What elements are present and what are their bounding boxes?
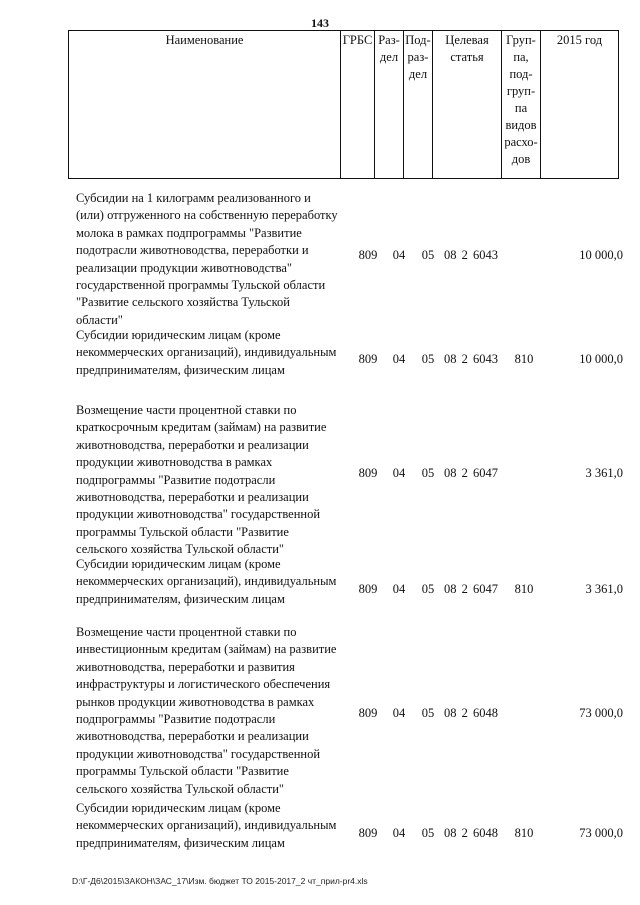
row-sum: 3 361,0 [585, 582, 623, 596]
row-sum: 10 000,0 [579, 248, 623, 262]
row-grbs: 809 [358, 826, 378, 840]
row-podrazdel: 05 [421, 826, 435, 840]
row-target: 08 2 6048 [444, 706, 498, 720]
row-sum: 10 000,0 [579, 352, 623, 366]
footer-file-path: D:\Г-Д6\2015\ЗАКОН\ЗАС_17\Изм. бюджет ТО 2015-2017_2 чт_прил-pr4.xls [72, 876, 368, 886]
row-name: Возмещение части процентной ставки по инвестиционным кредитам (займам) на развитие животноводства, переработки и развития инфраструктуры и логистического обеспечения рынков продукции животноводства в рамках подпрограммы "Развитие подотрасли животноводства, переработки и реализации продукции животноводства" государственной программы Тульской области "Развитие сельского хозяйства Тульской области" [76, 625, 337, 796]
header-year: 2015 год [541, 31, 619, 179]
row-name: Субсидии юридическим лицам (кроме некоммерческих организаций), индивидуальным предпринимателям, физическим лицам [76, 328, 337, 377]
row-grbs: 809 [358, 248, 378, 262]
row-razdel: 04 [392, 466, 406, 480]
row-podrazdel: 05 [421, 582, 435, 596]
header-podrazdel: Под- раз- дел [404, 31, 433, 179]
row-target: 08 2 6047 [444, 466, 498, 480]
row-name: Субсидии юридическим лицам (кроме некоммерческих организаций), индивидуальным предпринимателям, физическим лицам [76, 557, 337, 606]
row-grbs: 809 [358, 466, 378, 480]
row-vid: 810 [514, 582, 534, 596]
header-grbs: ГРБС [341, 31, 375, 179]
row-sum: 73 000,0 [579, 706, 623, 720]
row-podrazdel: 05 [421, 706, 435, 720]
row-target: 08 2 6043 [444, 248, 498, 262]
row-grbs: 809 [358, 706, 378, 720]
header-vid: Груп- па, под- груп- па видов расхо- дов [502, 31, 541, 179]
table-header [68, 30, 619, 179]
row-vid: 810 [514, 352, 534, 366]
row-razdel: 04 [392, 706, 406, 720]
row-name: Возмещение части процентной ставки по краткосрочным кредитам (займам) на развитие животноводства, переработки и реализации продукции животноводства в рамках подпрограммы "Развитие подотрасли животноводства, переработки и реализации продукции животноводства" государственной программы Тульской области "Развитие сельского хозяйства Тульской области" [76, 403, 327, 557]
row-razdel: 04 [392, 248, 406, 262]
row-target: 08 2 6043 [444, 352, 498, 366]
row-razdel: 04 [392, 352, 406, 366]
page-number: 143 [311, 16, 329, 30]
row-razdel: 04 [392, 582, 406, 596]
row-sum: 73 000,0 [579, 826, 623, 840]
row-podrazdel: 05 [421, 352, 435, 366]
row-target: 08 2 6047 [444, 582, 498, 596]
row-target: 08 2 6048 [444, 826, 498, 840]
row-vid: 810 [514, 826, 534, 840]
row-razdel: 04 [392, 826, 406, 840]
row-grbs: 809 [358, 582, 378, 596]
row-podrazdel: 05 [421, 466, 435, 480]
header-name: Наименование [69, 31, 341, 179]
row-podrazdel: 05 [421, 248, 435, 262]
row-name: Субсидии на 1 килограмм реализованного и (или) отгруженного на собственную переработку молока в рамках подпрограммы "Развитие подотрасли животноводства, переработки и реализации продукции животноводства" государственной программы Тульской области "Развитие сельского хозяйства Тульской области" [76, 191, 338, 327]
row-grbs: 809 [358, 352, 378, 366]
header-razdel: Раз- дел [375, 31, 404, 179]
row-name: Субсидии юридическим лицам (кроме некоммерческих организаций), индивидуальным предпринимателям, физическим лицам [76, 801, 337, 850]
row-sum: 3 361,0 [585, 466, 623, 480]
header-target: Целевая статья [433, 31, 502, 179]
